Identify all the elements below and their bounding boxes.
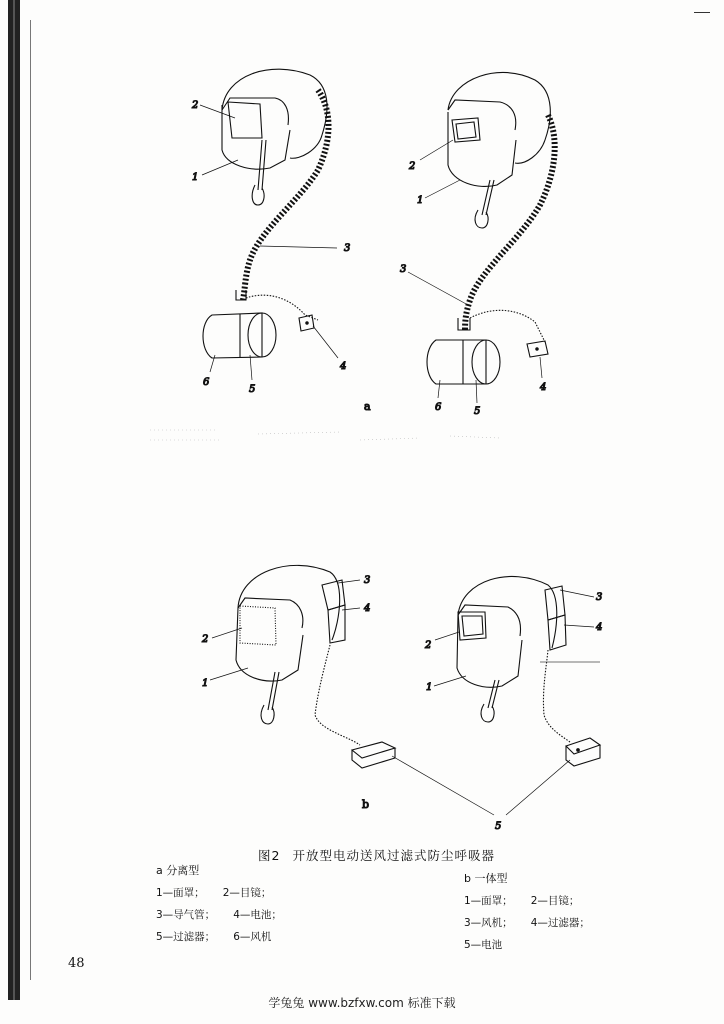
- scan-noise: [150, 430, 500, 440]
- battery-indicator: [306, 322, 308, 324]
- callout-3-b-left: 3: [364, 575, 371, 586]
- goggle-window: [458, 612, 486, 640]
- caption-number: 图2: [258, 848, 281, 863]
- callout-2-a-right: 2: [409, 161, 416, 172]
- callouts-a-right: [408, 140, 542, 403]
- battery-box: [566, 738, 600, 766]
- legend-item: 2—目镜；: [530, 895, 580, 907]
- callout-5-b: 5: [495, 821, 502, 832]
- helmet-brim: [448, 100, 516, 130]
- page-number: 48: [68, 956, 85, 971]
- callout-6-a-right: 6: [435, 402, 442, 413]
- legend-a-row-3: [156, 926, 300, 948]
- chin-strap: [261, 672, 279, 724]
- legend-b-heading: b 一体型: [464, 872, 508, 885]
- legend-b-row-3: [464, 934, 608, 956]
- legend-item: 2—目镜；: [222, 887, 272, 899]
- footer-watermark: 学兔兔 www.bzfxw.com 标准下载: [268, 996, 456, 1010]
- callout-1-b-right: 1: [426, 682, 433, 693]
- fan-housing: [427, 340, 486, 384]
- callout-3-b-right: 3: [596, 592, 603, 603]
- respirator-a-right: [427, 72, 555, 384]
- callout-1-b-left: 1: [202, 678, 209, 689]
- legend-item: 1—面罩；: [464, 895, 513, 907]
- legend-item: 3—导气管；: [156, 909, 216, 921]
- legend-b-row-2: [464, 912, 608, 934]
- respirator-a-left: [203, 69, 329, 358]
- goggle-lens: [228, 102, 262, 138]
- face-shield: [448, 112, 516, 186]
- helmet-shell: [448, 72, 550, 163]
- callout-4-a-right: 4: [540, 382, 547, 393]
- battery-cable: [315, 645, 360, 745]
- callout-4-b-right: 4: [596, 622, 603, 633]
- caption-title: 开放型电动送风过滤式防尘呼吸器: [292, 848, 495, 863]
- face-shield: [236, 608, 303, 681]
- callout-4-a-left: 4: [340, 361, 347, 372]
- legend-separate-type: [156, 860, 300, 948]
- legend-a-row-2: [156, 904, 300, 926]
- battery-indicator: [577, 749, 580, 752]
- legend-b-row-1: [464, 890, 608, 912]
- goggle-window: [452, 118, 480, 142]
- battery-indicator: [536, 348, 538, 350]
- battery-cable: [470, 310, 545, 342]
- helmet-shell: [238, 565, 340, 640]
- chin-strap: [252, 140, 266, 205]
- legend-item: 1—面罩；: [156, 887, 205, 899]
- legend-item: 5—过滤器；: [156, 931, 216, 943]
- helmet-shell: [222, 69, 327, 158]
- chin-strap: [475, 180, 494, 228]
- panel-a-label: a: [364, 400, 371, 413]
- legend-item: 6—风机: [233, 931, 272, 943]
- callout-5-a-left: 5: [249, 384, 256, 395]
- face-shield: [457, 615, 522, 687]
- respirator-b-right: [457, 576, 603, 766]
- legend-item: 3—风机；: [464, 917, 513, 929]
- callout-4-b-left: 4: [364, 603, 371, 614]
- callout-6-a-left: 6: [203, 377, 210, 388]
- callout-5-a-right: 5: [474, 406, 481, 417]
- callout-1-a-right: 1: [417, 195, 424, 206]
- breathing-tube: [243, 90, 329, 300]
- callout-3-a-left: 3: [344, 243, 351, 254]
- fan-unit: [545, 586, 565, 620]
- legend-item: 4—电池；: [233, 909, 282, 921]
- callout-3-a-right: 3: [400, 264, 407, 275]
- callouts-b-left: [210, 580, 494, 815]
- callout-2-b-right: 2: [425, 640, 432, 651]
- battery-box: [352, 742, 395, 768]
- helmet-brim: [458, 605, 521, 636]
- legend-item: 4—过滤器；: [530, 917, 590, 929]
- helmet-brim: [238, 598, 303, 628]
- panel-b-label: b: [362, 798, 370, 811]
- legend-item: 5—电池: [464, 939, 503, 951]
- respirator-b-left: [236, 565, 395, 768]
- callout-1-a-left: 1: [192, 172, 199, 183]
- goggle-lens: [240, 606, 276, 645]
- callout-2-b-left: 2: [202, 634, 209, 645]
- legend-a-heading: a 分离型: [156, 864, 200, 877]
- battery-cable: [543, 650, 570, 742]
- legend-integrated-type: [464, 868, 608, 956]
- callouts-a-left: [200, 105, 338, 380]
- legend-a-row-1: [156, 882, 300, 904]
- callout-2-a-left: 2: [192, 100, 199, 111]
